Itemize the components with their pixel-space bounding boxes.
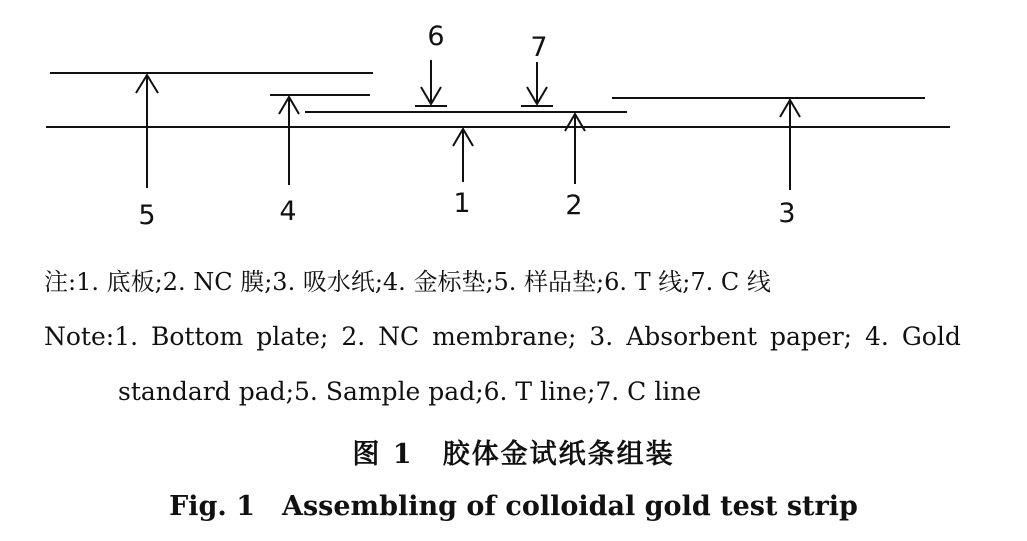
arrow-6-icon [421,60,441,104]
arrow-2-icon [565,114,585,184]
label-7: 7 [530,32,548,63]
figure-title-chinese: 图 1 胶体金试纸条组装 [352,439,675,470]
note-chinese: 注:1. 底板;2. NC 膜;3. 吸水纸;4. 金标垫;5. 样品垫;6. T 线;7. C 线 [44,268,771,296]
arrow-1-icon [453,129,473,182]
note-english-line-2: standard pad;5. Sample pad;6. T line;7. C line [118,377,702,406]
figure-title-english: Fig. 1 Assembling of colloidal gold test strip [169,491,858,522]
label-1: 1 [453,188,471,219]
label-4: 4 [279,196,297,227]
label-5: 5 [138,200,156,231]
arrow-4-icon [279,97,299,185]
test-strip-diagram [0,0,1027,240]
arrow-7-icon [527,62,547,104]
arrow-3-icon [780,100,800,190]
arrow-5-icon [136,75,158,188]
label-3: 3 [778,198,796,229]
label-2: 2 [565,190,583,221]
note-english-line-1: Note:1. Bottom plate; 2. NC membrane; 3. Absorbent paper; 4. Gold [44,322,961,351]
label-6: 6 [427,21,445,52]
